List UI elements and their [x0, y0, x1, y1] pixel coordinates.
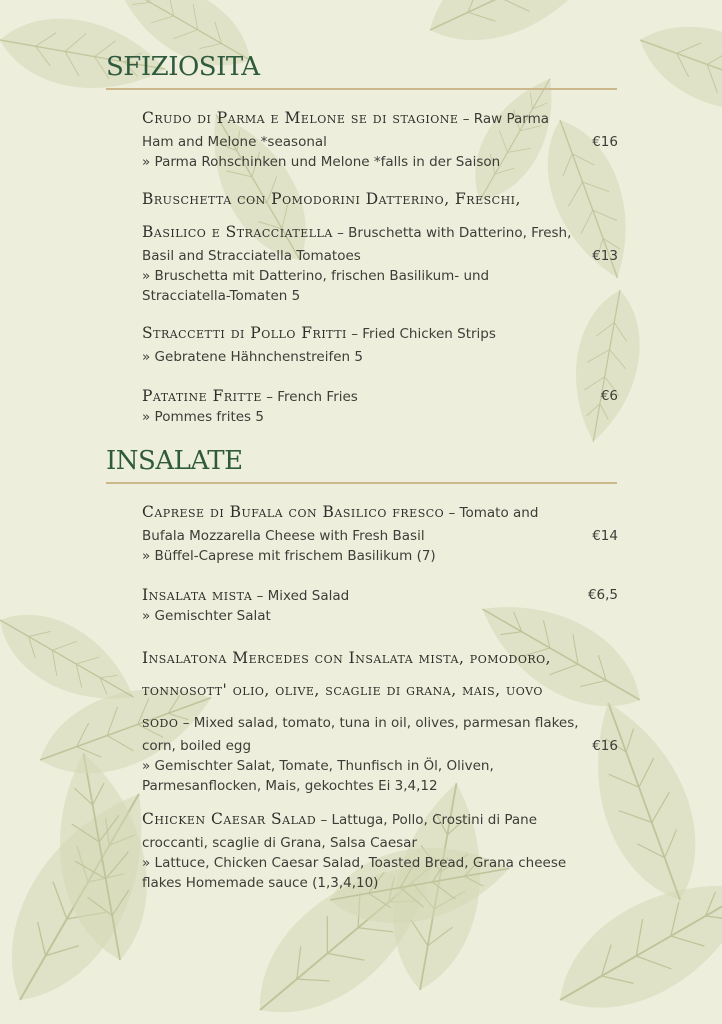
- item-description: corn, boiled egg: [142, 738, 252, 754]
- item-name: Basilico e Stracciatella: [142, 223, 333, 241]
- item-translation: flakes Homemade sauce (1,3,4,10): [142, 875, 379, 891]
- item-description: Basil and Stracciatella Tomatoes: [142, 248, 361, 264]
- item-name: Chicken Caesar Salad: [142, 810, 317, 828]
- item-price: €13: [592, 248, 618, 264]
- item-name: Insalata mista: [142, 586, 253, 604]
- item-description: – Bruschetta with Datterino, Fresh,: [332, 225, 572, 241]
- item-translation: » Gebratene Hähnchenstreifen 5: [142, 349, 363, 365]
- item-description: croccanti, scaglie di Grana, Salsa Caesar: [142, 835, 417, 851]
- section-title-insalate: INSALATE: [106, 446, 243, 476]
- menu-item-insalata-mista: [142, 585, 618, 626]
- item-price: €14: [592, 528, 618, 544]
- menu-item-patatine-fritte: [142, 386, 618, 427]
- item-name: Caprese di Bufala con Basilico fresco: [142, 503, 445, 521]
- item-name: Crudo di Parma e Melone se di stagione: [142, 109, 459, 127]
- item-translation: » Bruschetta mit Datterino, frischen Basilikum- und: [142, 268, 490, 284]
- item-translation: » Pommes frites 5: [142, 409, 264, 425]
- item-description: – Tomato and: [444, 505, 539, 521]
- menu-item-crudo-di-parma: [142, 108, 618, 172]
- item-translation: » Gemischter Salat: [142, 608, 271, 624]
- menu-item-straccetti-di-pollo: [142, 323, 618, 367]
- section-divider: [106, 88, 617, 90]
- item-translation: » Büffel-Caprese mit frischem Basilikum (7): [142, 548, 436, 564]
- item-description: – French Fries: [261, 389, 358, 405]
- item-name: tonnosott' olio, olive, scaglie di grana, mais, uovo: [142, 681, 543, 699]
- menu-item-insalatona-mercedes: [142, 648, 618, 796]
- item-translation: Stracciatella-Tomaten 5: [142, 288, 301, 304]
- item-name: Straccetti di Pollo Fritti: [142, 324, 347, 342]
- menu-item-caprese-di-bufala: [142, 502, 618, 566]
- item-description: – Fried Chicken Strips: [346, 326, 496, 342]
- item-name: sodo: [142, 713, 179, 731]
- item-translation: Parmesanflocken, Mais, gekochtes Ei 3,4,12: [142, 778, 438, 794]
- item-description: Ham and Melone *seasonal: [142, 134, 327, 150]
- item-name: Patatine Fritte: [142, 387, 262, 405]
- item-description: – Raw Parma: [458, 111, 550, 127]
- section-title-sfiziosita: SFIZIOSITA: [106, 52, 260, 82]
- item-description: – Lattuga, Pollo, Crostini di Pane: [316, 812, 538, 828]
- item-price: €16: [592, 738, 618, 754]
- section-divider: [106, 482, 617, 484]
- item-price: €16: [592, 134, 618, 150]
- menu-item-bruschetta: [142, 189, 618, 306]
- item-description: – Mixed Salad: [252, 588, 350, 604]
- item-name: Bruschetta con Pomodorini Datterino, Freschi,: [142, 190, 521, 208]
- item-price: €6,5: [587, 587, 618, 603]
- item-translation: » Lattuce, Chicken Caesar Salad, Toasted Bread, Grana cheese: [142, 855, 567, 871]
- item-name: Insalatona Mercedes con Insalata mista, pomodoro,: [142, 649, 552, 667]
- item-translation: » Gemischter Salat, Tomate, Thunfisch in Öl, Oliven,: [142, 758, 494, 774]
- item-translation: » Parma Rohschinken und Melone *falls in der Saison: [142, 154, 501, 170]
- item-price: €6: [600, 388, 618, 404]
- item-description: – Mixed salad, tomato, tuna in oil, olives, parmesan flakes,: [178, 715, 579, 731]
- item-description: Bufala Mozzarella Cheese with Fresh Basil: [142, 528, 425, 544]
- menu-item-chicken-caesar-salad: [142, 809, 618, 893]
